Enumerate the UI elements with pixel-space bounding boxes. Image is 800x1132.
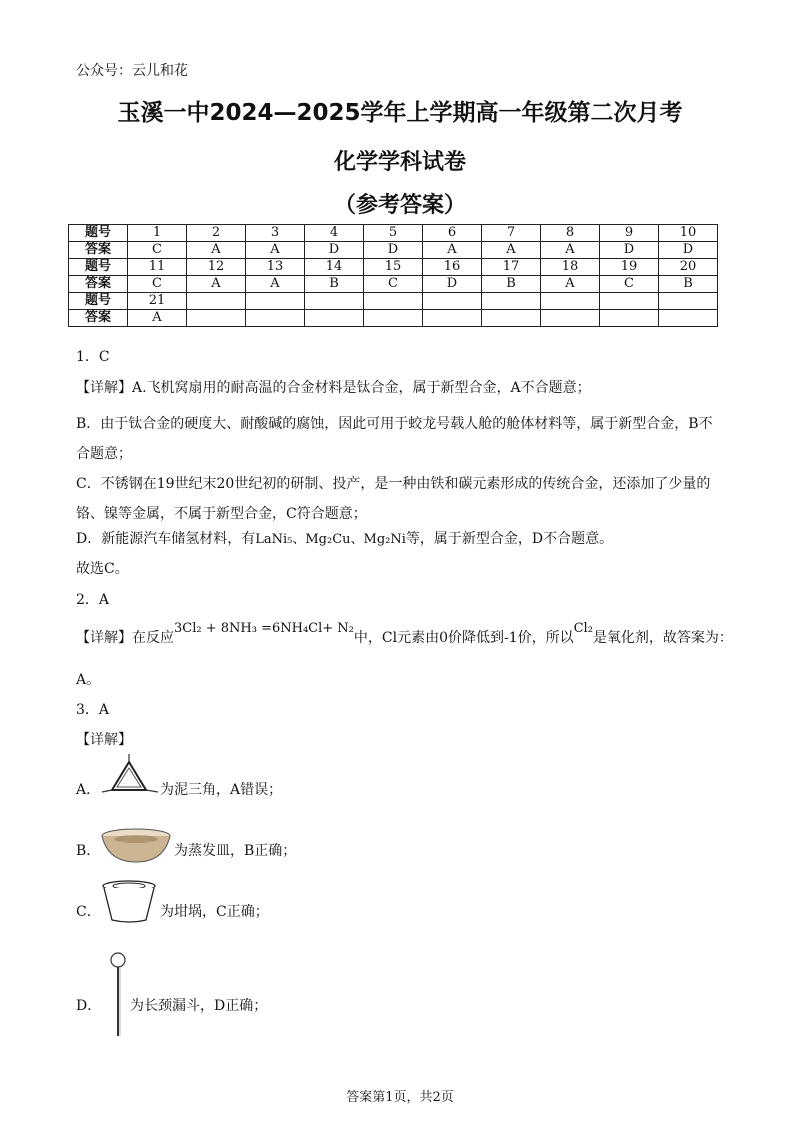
crucible-icon bbox=[100, 878, 158, 924]
question-number-cell: 2 bbox=[187, 225, 246, 242]
question-number-cell: 6 bbox=[423, 225, 482, 242]
answer-cell: D bbox=[659, 242, 718, 259]
answer-cell bbox=[246, 310, 305, 327]
answer-cell: D bbox=[364, 242, 423, 259]
question-number-cell: 11 bbox=[128, 259, 187, 276]
q1-conclusion: 故选C。 bbox=[76, 561, 129, 577]
answer-cell: A bbox=[187, 242, 246, 259]
long-neck-funnel-icon bbox=[106, 950, 130, 1040]
question-number-cell: 17 bbox=[482, 259, 541, 276]
q1-detail-a: 【详解】A.飞机窝扇用的耐高温的合金材料是钛合金，属于新型合金，A不合题意； bbox=[76, 380, 591, 396]
q1-detail-d bbox=[76, 529, 613, 550]
question-number-header: 题号 bbox=[69, 259, 128, 276]
question-number-cell: 19 bbox=[600, 259, 659, 276]
source-label: 公众号：云儿和花 bbox=[76, 63, 188, 79]
q1-answer: 1．C bbox=[76, 349, 110, 365]
question-number-cell: 10 bbox=[659, 225, 718, 242]
answer-cell: A bbox=[423, 242, 482, 259]
question-number-cell: 14 bbox=[305, 259, 364, 276]
question-number-cell bbox=[187, 293, 246, 310]
question-number-cell bbox=[364, 293, 423, 310]
q3-a-label: A． bbox=[76, 782, 101, 798]
question-number-cell: 15 bbox=[364, 259, 423, 276]
answer-cell: B bbox=[482, 276, 541, 293]
q2-detail bbox=[76, 621, 733, 649]
answer-cell: D bbox=[423, 276, 482, 293]
q1-detail-c: C．不锈钢在19世纪末20世纪初的研制、投产，是一种由铁和碳元素形成的传统合金，还添加了少量的铬、镍等金属，不属于新型合金，C符合题意； bbox=[76, 476, 711, 522]
question-number-cell: 8 bbox=[541, 225, 600, 242]
question-number-cell: 3 bbox=[246, 225, 305, 242]
question-number-cell: 13 bbox=[246, 259, 305, 276]
q2-detail-pre: 【详解】在反应 bbox=[76, 630, 174, 646]
answer-cell bbox=[482, 310, 541, 327]
question-number-cell: 7 bbox=[482, 225, 541, 242]
answer-cell bbox=[187, 310, 246, 327]
answer-cell: C bbox=[128, 276, 187, 293]
q3-c-text: 为坩埚，C正确； bbox=[160, 904, 269, 920]
q1-detail-b: B．由于钛合金的硬度大、耐酸碱的腐蚀，因此可用于蛟龙号载人舱的舱体材料等，属于新型合金，B不合题意； bbox=[76, 416, 713, 462]
answer-cell bbox=[659, 310, 718, 327]
exam-title: 玉溪一中2024—2025学年上学期高一年级第二次月考 bbox=[117, 100, 683, 126]
answer-cell: C bbox=[364, 276, 423, 293]
answer-cell bbox=[364, 310, 423, 327]
question-number-cell bbox=[423, 293, 482, 310]
answer-table bbox=[68, 224, 718, 327]
q3-c-label: C． bbox=[76, 904, 101, 920]
question-number-header: 题号 bbox=[69, 225, 128, 242]
q2-answer: 2．A bbox=[76, 592, 110, 608]
answer-cell: A bbox=[246, 276, 305, 293]
answer-cell: C bbox=[600, 276, 659, 293]
question-number-cell: 4 bbox=[305, 225, 364, 242]
answer-cell: A bbox=[541, 242, 600, 259]
answer-cell: A bbox=[482, 242, 541, 259]
q1-detail-d-pre: D．新能源汽车储氢材料，有 bbox=[76, 531, 256, 547]
answer-row bbox=[69, 310, 718, 327]
answer-header: 答案 bbox=[69, 242, 128, 259]
question-number-cell: 21 bbox=[128, 293, 187, 310]
answer-cell: A bbox=[128, 310, 187, 327]
q2-equation: 3Cl₂ + 8NH₃ =6NH₄Cl+ N₂ bbox=[174, 621, 354, 636]
answer-cell bbox=[541, 310, 600, 327]
q2-detail-mid: 中，Cl元素由0价降低到-1价，所以 bbox=[353, 630, 574, 646]
page-footer: 答案第1页，共2页 bbox=[346, 1090, 454, 1105]
answer-cell bbox=[305, 310, 364, 327]
question-number-cell: 16 bbox=[423, 259, 482, 276]
question-number-row bbox=[69, 225, 718, 242]
answer-cell: C bbox=[128, 242, 187, 259]
q3-a-text: 为泥三角，A错误； bbox=[160, 782, 283, 798]
question-number-cell: 9 bbox=[600, 225, 659, 242]
question-number-cell bbox=[246, 293, 305, 310]
answer-cell: A bbox=[246, 242, 305, 259]
question-number-cell: 12 bbox=[187, 259, 246, 276]
question-number-row bbox=[69, 259, 718, 276]
q2-detail-post: 是氧化剂，故答案为： bbox=[592, 630, 733, 646]
question-number-cell bbox=[600, 293, 659, 310]
q3-d-text: 为长颈漏斗，D正确； bbox=[130, 998, 268, 1014]
evaporating-dish-icon bbox=[100, 826, 172, 866]
clay-triangle-icon bbox=[100, 752, 160, 798]
q3-answer: 3．A bbox=[76, 702, 110, 718]
q2-end: A。 bbox=[76, 672, 101, 688]
q3-b-text: 为蒸发皿，B正确； bbox=[174, 843, 297, 859]
answer-row bbox=[69, 276, 718, 293]
question-number-row bbox=[69, 293, 718, 310]
q1-detail-d-chem: LaNi₅、Mg₂Cu、Mg₂Ni bbox=[255, 532, 406, 547]
answer-cell: D bbox=[305, 242, 364, 259]
q2-cl2: Cl₂ bbox=[573, 621, 593, 636]
answer-cell bbox=[423, 310, 482, 327]
q3-d-label: D． bbox=[76, 998, 102, 1014]
answer-header: 答案 bbox=[69, 276, 128, 293]
answer-cell: B bbox=[305, 276, 364, 293]
q3-detail-label: 【详解】 bbox=[76, 732, 132, 748]
question-number-cell bbox=[659, 293, 718, 310]
question-number-header: 题号 bbox=[69, 293, 128, 310]
question-number-cell bbox=[305, 293, 364, 310]
question-number-cell: 18 bbox=[541, 259, 600, 276]
exam-subtitle: 化学学科试卷 bbox=[333, 150, 466, 175]
answer-row bbox=[69, 242, 718, 259]
answer-cell: D bbox=[600, 242, 659, 259]
question-number-cell: 20 bbox=[659, 259, 718, 276]
question-number-cell bbox=[482, 293, 541, 310]
question-number-cell bbox=[541, 293, 600, 310]
question-number-cell: 5 bbox=[364, 225, 423, 242]
q1-detail-d-post: 等，属于新型合金，D不合题意。 bbox=[405, 531, 614, 547]
answer-title: （参考答案） bbox=[333, 193, 466, 218]
answer-cell: B bbox=[659, 276, 718, 293]
answer-header: 答案 bbox=[69, 310, 128, 327]
answer-cell: A bbox=[541, 276, 600, 293]
answer-cell: A bbox=[187, 276, 246, 293]
question-number-cell: 1 bbox=[128, 225, 187, 242]
q3-b-label: B． bbox=[76, 843, 101, 859]
answer-cell bbox=[600, 310, 659, 327]
